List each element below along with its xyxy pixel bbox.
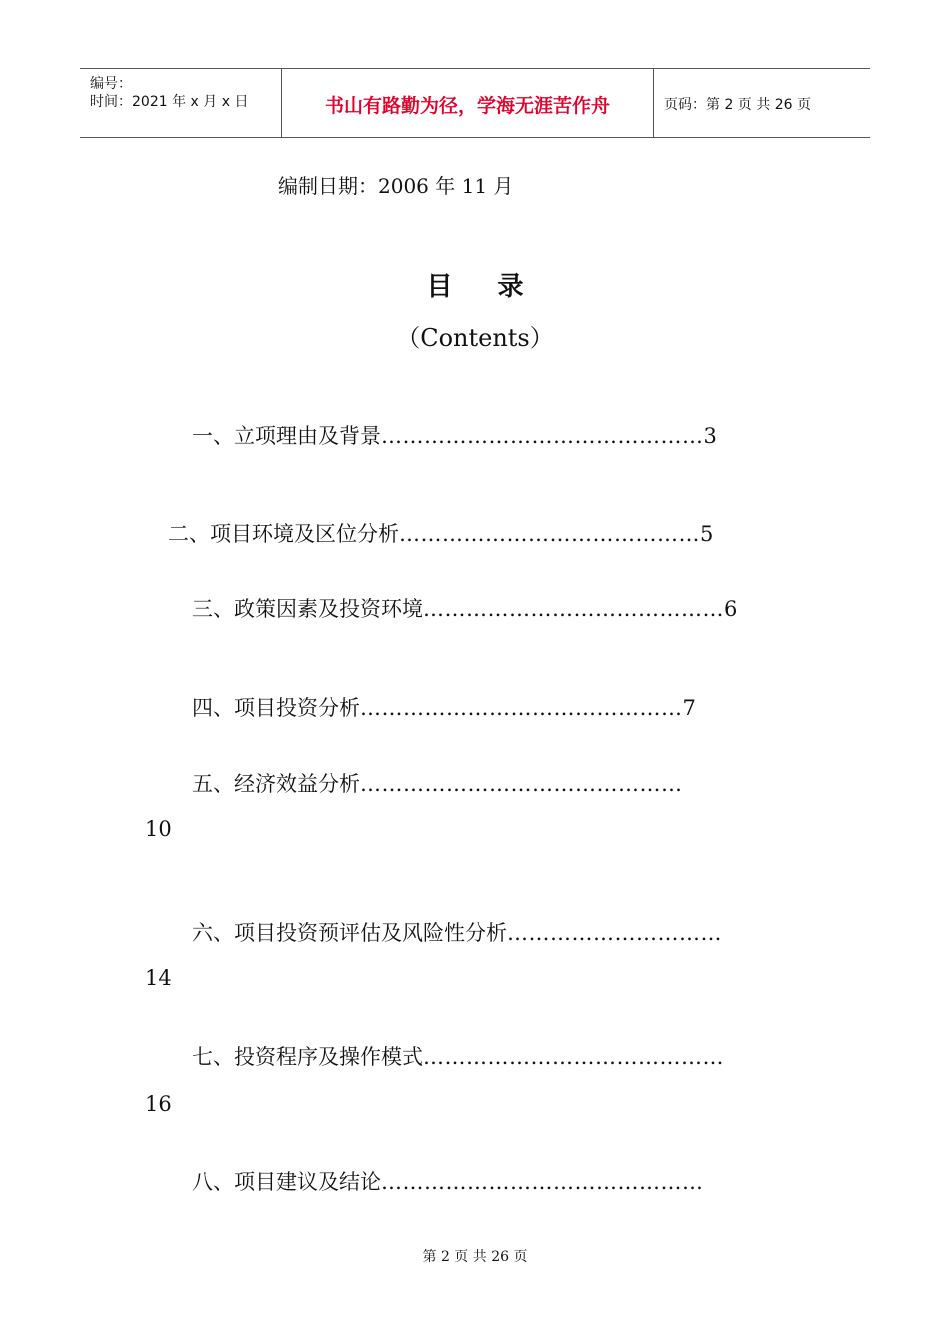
- toc-title: 一、立项理由及背景: [192, 424, 381, 448]
- toc-entry-5[interactable]: [192, 768, 683, 798]
- toc-title: 二、项目环境及区位分析: [168, 522, 399, 546]
- toc-leader: ……………………………………: [423, 1045, 724, 1069]
- number-label: 编号：: [90, 76, 132, 92]
- header-cell-page: [654, 69, 870, 137]
- page-footer: 第 2 页 共 26 页: [422, 1249, 528, 1265]
- toc-entry-1[interactable]: [192, 420, 717, 450]
- toc-page: 3: [703, 424, 717, 448]
- toc-entry-8[interactable]: [192, 1166, 704, 1196]
- toc-leader: …………………………: [507, 921, 722, 945]
- toc-page: 6: [724, 597, 738, 621]
- toc-entry-6[interactable]: [192, 917, 722, 947]
- toc-page: 7: [682, 696, 696, 720]
- toc-entry-2[interactable]: [168, 518, 713, 548]
- toc-title: 三、政策因素及投资环境: [192, 597, 423, 621]
- toc-title: 八、项目建议及结论: [192, 1170, 381, 1194]
- toc-entry-4[interactable]: [192, 692, 696, 722]
- toc-page-6: 14: [145, 966, 172, 990]
- header-cell-info: [80, 69, 282, 137]
- page-subtitle: （Contents）: [396, 324, 554, 352]
- toc-leader: ………………………………………: [360, 772, 683, 796]
- toc-title: 四、项目投资分析: [192, 696, 360, 720]
- toc-title: 七、投资程序及操作模式: [192, 1045, 423, 1069]
- toc-leader: ………………………………………: [360, 696, 683, 720]
- toc-page-7: 16: [145, 1092, 172, 1116]
- compile-date: 编制日期：2006 年 11 月: [278, 174, 514, 198]
- toc-leader: ……………………………………: [423, 597, 724, 621]
- page-label: 页码：第 2 页 共 26 页: [664, 97, 811, 113]
- toc-page-5: 10: [145, 817, 172, 841]
- header-cell-motto: [282, 69, 654, 137]
- toc-page: 5: [700, 522, 714, 546]
- toc-title: 五、经济效益分析: [192, 772, 360, 796]
- toc-leader: ………………………………………: [381, 1170, 704, 1194]
- toc-entry-3[interactable]: [192, 593, 737, 623]
- page-title: 目 录: [426, 272, 542, 302]
- toc-title: 六、项目投资预评估及风险性分析: [192, 921, 507, 945]
- toc-entry-7[interactable]: [192, 1041, 724, 1071]
- header-table: [80, 68, 870, 138]
- toc-leader: ……………………………………: [399, 522, 700, 546]
- toc-leader: ………………………………………: [381, 424, 704, 448]
- time-label: 时间：2021 年 x 月 x 日: [90, 94, 249, 110]
- motto: 书山有路勤为径，学海无涯苦作舟: [324, 95, 610, 117]
